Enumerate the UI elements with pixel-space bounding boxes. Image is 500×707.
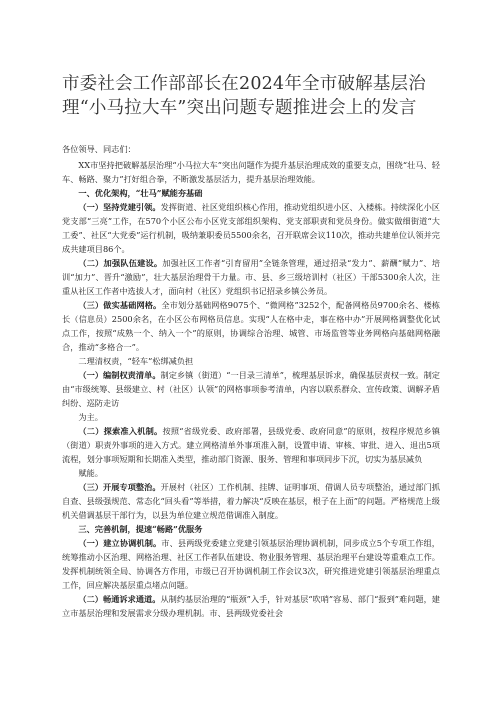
paragraph-text: 市、县两级党委建立党建引领基层治理协调机制，同步成立5个专项工作组，统筹推动小区治理、网格治理、社区工作者队伍建设、物业服务管理、基层治理平台建设等重难点工作。发挥机制统领全局、协调各方作用，市级已召开协调机制工作会议3次，研究推进党建引领基层治理重点工作，回应解决基层重点堵点问题。: [62, 538, 440, 590]
paragraph-text: 全市划分基础网格9075个、“微网格”3252个，配备网格员9700余名、楼栋长（信息员）2500余名，在小区公布网格员信息。实现“人在格中走，事在格中办”开展网格调整优化试点工作，按照“成熟一个、纳入一个”的原则，协调综合治理、城管、市场监管等业务网格向基础网格融合，推动“多格合一”。: [62, 300, 440, 352]
paragraph-text: 开展村（社区）工作机制、挂牌、证明事项、借调人员专项整治，通过部门抓自查、县级强规范、常态化“回头看”等举措，着力解决“反映在基层，根子在上面”的问题。严格规范上级机关借调基层干部行为，以县为单位建立规范借调准入制度。: [62, 482, 440, 520]
paragraph-text: 发挥街道、社区党组织核心作用，推动党组织进小区、入楼栋。持续深化小区党支部“三亮”工作，在570个小区公布小区党支部组织架构、党支部职责和党员身份。做实做细街道“大工委”、社区“大党委”运行机制，吸纳兼职委员5500余名，召开联席会议110次，推动共建单位认领并完成共建项目86个。: [62, 202, 440, 254]
subsection-lead: （三）开展专项整治。: [78, 482, 161, 492]
paragraph-text: 按照“省级党委、政府部署，县级党委、政府同意”的原则，按程序规范乡镇（街道）职责外事项的进入方式。建立网格清单外事项准入制，设置申请、审核、审批、进入、退出5项流程，划分事项短期和长期准入类型，推动部门资源、服务、管理和事项同步下沉，切实为基层减负: [62, 426, 440, 464]
body-paragraph: [62, 200, 440, 256]
subsection-lead: （一）编制权责清单。: [78, 370, 161, 380]
paragraph-text: 二理清权责，“轻车”松绑减负担: [78, 356, 194, 366]
subsection-lead: （二）畅通诉求通道。: [78, 594, 161, 604]
salutation: 各位领导、同志们：: [62, 144, 136, 154]
document-title: 市委社会工作部部长在2024年全市破解基层治理“小马拉大车”突出问题专题推进会上的发言: [62, 74, 426, 118]
body-paragraph: [62, 298, 440, 354]
body-paragraph: [62, 158, 440, 186]
body-paragraph: [62, 354, 440, 368]
paragraph-text: XX市坚持把破解基层治理“小马拉大车”突出问题作为提升基层治理成效的重要支点，围绕“壮马、轻车、畅路、聚力”打好组合拳，不断激发基层活力，提升基层治理效能。: [62, 160, 440, 184]
subsection-lead: （三）做实基础网格。: [78, 300, 162, 310]
paragraph-text: 从制约基层治理的“瓶颈”入手，针对基层“吹哨”容易、部门“报到”难问题，建立市基层治理和发展需求分级办理机制。市、县两级党委社会: [62, 594, 440, 618]
body-paragraph: [62, 466, 440, 480]
subsection-lead: （一）建立协调机制。: [78, 538, 162, 548]
body-paragraph: [62, 424, 440, 466]
section-heading: 三、完善机制，提速“畅路”优服务: [78, 524, 203, 534]
paragraph-text: 赋能。: [78, 468, 103, 478]
body-paragraph: [62, 592, 440, 620]
subsection-lead: （二）加强队伍建设。: [78, 258, 163, 268]
body-paragraph: [62, 480, 440, 522]
paragraph-text: 制定乡镇（街道）“一目录三清单”，梳理基层诉求，确保基层责权一致。制定由“市级统筹、县级建立、村（社区）认领”的网格事项参考清单，内容以联系群众、宣传政策、调解矛盾纠纷、巡防走访: [62, 370, 440, 408]
body-paragraph: [62, 536, 440, 592]
paragraph-text: 为主。: [78, 412, 103, 422]
body-paragraph: [62, 410, 440, 424]
subsection-lead: （二）探索准入机制。: [78, 426, 163, 436]
paragraph-text: 加强社区工作者“引育留用”全链条管理，通过招录“发力”、薪酬“赋力”、培训“加力”、晋升“激励”，壮大基层治理骨干力量。市、县、乡三级培训村（社区）干部5300余人次，注重从社区工作者中选拔人才，面向村（社区）党组织书记招录乡镇公务员。: [62, 258, 440, 296]
subsection-lead: （一）坚持党建引领。: [78, 202, 161, 212]
section-heading: 一、优化架构，“壮马”赋能夯基础: [78, 188, 203, 198]
body-paragraph: [62, 256, 440, 298]
document-body: [62, 158, 440, 620]
body-paragraph: [62, 368, 440, 410]
